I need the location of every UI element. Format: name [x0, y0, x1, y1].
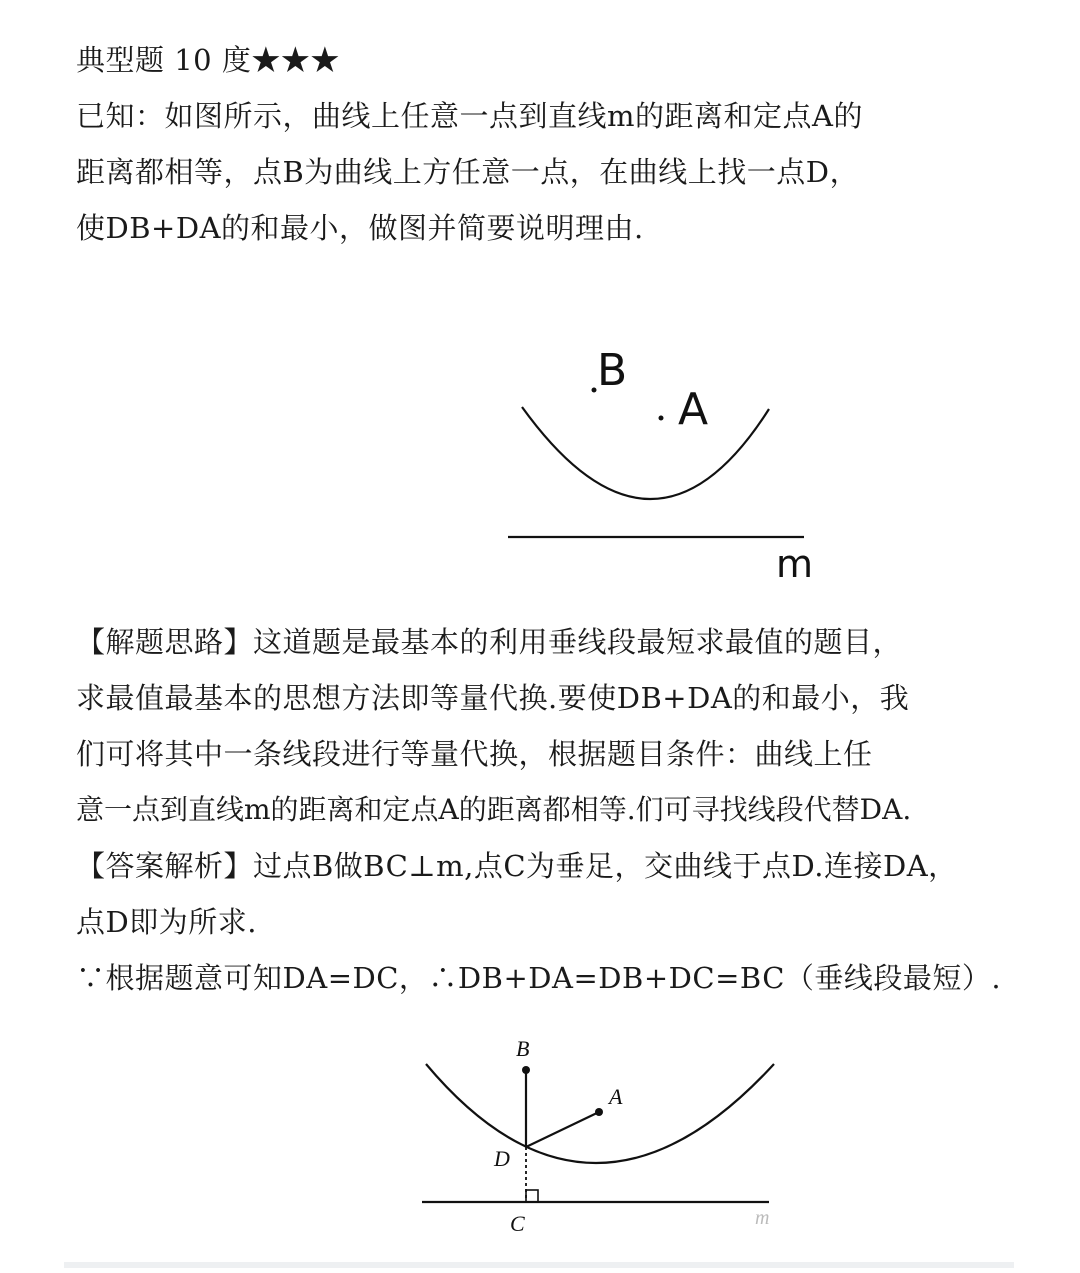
solution-point-a-dot — [595, 1108, 603, 1116]
right-angle-mark — [526, 1190, 538, 1202]
solution-line-3: ∵根据题意可知DA=DC，∴DB+DA=DB+DC=BC（垂线段最短）. — [76, 961, 1002, 995]
approach-line-4: 意一点到直线m的距离和定点A的距离都相等.们可寻找线段代替DA. — [76, 793, 912, 826]
solution-label-d: D — [494, 1146, 510, 1171]
problem-line-1: 已知：如图所示，曲线上任意一点到直线m的距离和定点A的 — [76, 99, 863, 133]
solution-label-c: C — [510, 1211, 525, 1236]
problem-line-2: 距离都相等，点B为曲线上方任意一点，在曲线上找一点D， — [76, 155, 860, 189]
solution-line-1: 【答案解析】过点B做BC⊥m,点C为垂足，交曲线于点D.连接DA， — [76, 849, 958, 883]
solution-label-m: m — [755, 1207, 770, 1229]
label-b: B — [597, 345, 628, 396]
label-m: m — [776, 542, 814, 586]
problem-line-3: 使DB+DA的和最小，做图并简要说明理由. — [76, 211, 644, 245]
approach-line-1: 【解题思路】这道题是最基本的利用垂线段最短求最值的题目， — [76, 625, 903, 659]
segment-da — [526, 1112, 599, 1147]
solution-point-b-dot — [522, 1066, 530, 1074]
solution-label-b: B — [516, 1036, 530, 1061]
solution-line-2: 点D即为所求. — [76, 905, 257, 939]
solution-label-a: A — [609, 1084, 623, 1109]
approach-line-3: 们可将其中一条线段进行等量代换，根据题目条件：曲线上任 — [76, 737, 873, 771]
approach-line-2: 求最值最基本的思想方法即等量代换.要使DB+DA的和最小，我 — [76, 681, 910, 715]
bottom-divider — [64, 1262, 1014, 1268]
label-a: A — [678, 384, 709, 435]
problem-heading: 典型题 10 度★★★ — [76, 43, 340, 77]
